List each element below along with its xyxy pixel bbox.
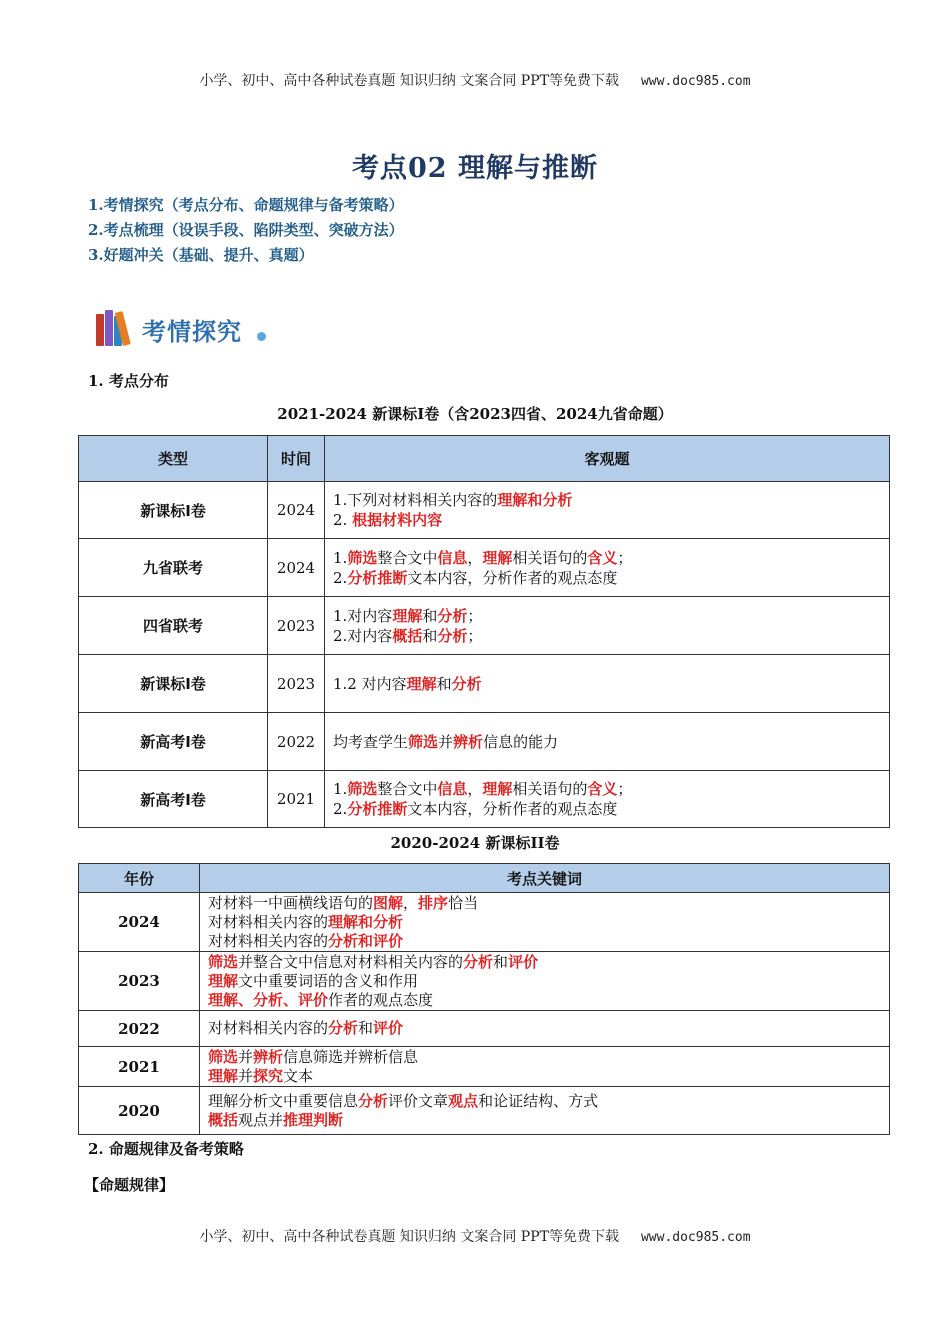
- question-cell: [325, 597, 890, 655]
- cell-text: 并整合文中信息对材料相关内容的: [238, 952, 464, 971]
- cell-text: ；: [617, 548, 633, 567]
- year-cell: 2021: [79, 1047, 200, 1087]
- exam-type-cell: 新课标Ⅰ卷: [79, 655, 268, 713]
- cell-line: [333, 548, 889, 568]
- cell-text: 整合文中: [377, 548, 438, 567]
- keyword-highlight: 图解: [373, 893, 404, 912]
- keyword-highlight: 概括: [208, 1110, 239, 1129]
- section-heading-rules: 2. 命题规律及备考策略: [88, 1140, 244, 1158]
- cell-text: 2.: [333, 511, 353, 529]
- cell-line: [333, 626, 889, 646]
- cell-text: 和: [422, 606, 438, 625]
- keywords-cell: [200, 1011, 890, 1047]
- keyword-highlight: 分析: [328, 1019, 359, 1037]
- year-cell: 2022: [79, 1011, 200, 1047]
- table1-header-questions: 客观题: [325, 436, 890, 482]
- cell-line: [208, 1048, 889, 1067]
- cell-text: 理解分析文中重要信息: [208, 1091, 359, 1110]
- keywords-cell: [200, 1047, 890, 1087]
- cell-text: 1.: [333, 780, 348, 798]
- keyword-highlight: 概括: [392, 626, 423, 645]
- cell-text: 对材料一中画横线语句的: [208, 893, 374, 912]
- cell-text: 相关语句的: [512, 780, 588, 798]
- exam-keywords-table-2: [78, 863, 890, 1135]
- cell-text: 作者的观点态度: [328, 990, 434, 1009]
- toc-item-1: 1.考情探究（考点分布、命题规律与备考策略）: [88, 196, 404, 214]
- keyword-highlight: 辨析: [453, 732, 484, 751]
- keyword-highlight: 分析推断: [347, 800, 408, 818]
- cell-line: [208, 932, 889, 951]
- keyword-highlight: 分析: [451, 674, 482, 693]
- cell-text: 文本: [283, 1066, 314, 1085]
- table2-caption: 2020-2024 新课标II卷: [390, 834, 560, 852]
- cell-line: [333, 799, 889, 819]
- cell-line: [333, 674, 889, 694]
- question-cell: [325, 655, 890, 713]
- cell-text: 评价文章: [388, 1091, 449, 1110]
- cell-text: ，: [403, 893, 419, 912]
- cell-line: [333, 732, 889, 752]
- cell-text: 并: [238, 1066, 254, 1085]
- table-row: [79, 1011, 890, 1047]
- keyword-highlight: 筛选: [208, 1047, 239, 1066]
- keyword-highlight: 推理判断: [283, 1110, 344, 1129]
- cell-line: [208, 972, 889, 991]
- keyword-highlight: 理解: [208, 971, 239, 990]
- keyword-highlight: 分析和评价: [328, 931, 404, 950]
- question-cell: [325, 713, 890, 771]
- keyword-highlight: 辨析: [253, 1047, 284, 1066]
- keyword-highlight: 含义: [587, 548, 618, 567]
- cell-text: 1.下列对材料相关内容的: [333, 491, 498, 509]
- cell-text: ；: [467, 606, 483, 625]
- cell-text: 文本内容，分析作者的观点态度: [407, 568, 618, 587]
- cell-text: ；: [467, 626, 483, 645]
- page-header: [0, 70, 950, 90]
- header-text: 小学、初中、高中各种试卷真题 知识归纳 文案合同 PPT等免费下载: [199, 73, 619, 89]
- table1-header-time: 时间: [268, 436, 325, 482]
- year-cell: 2024: [79, 893, 200, 952]
- year-cell: 2023: [79, 952, 200, 1011]
- question-cell: [325, 771, 890, 828]
- table-row: [79, 1087, 890, 1135]
- cell-text: 文中重要词语的含义和作用: [238, 971, 419, 990]
- dot-icon: [257, 332, 266, 341]
- keyword-highlight: 根据材料内容: [352, 511, 443, 529]
- keyword-highlight: 分析: [358, 1091, 389, 1110]
- cell-text: 整合文中: [377, 780, 438, 798]
- table-row: [79, 713, 890, 771]
- cell-text: 信息的能力: [483, 732, 559, 751]
- question-cell: [325, 539, 890, 597]
- section-heading-distribution: 1. 考点分布: [88, 372, 169, 390]
- cell-text: 恰当: [448, 893, 479, 912]
- cell-text: 均考查学生: [333, 732, 409, 751]
- keyword-highlight: 理解: [482, 548, 513, 567]
- year-cell: 2024: [268, 482, 325, 539]
- banner-label: 考情探究: [142, 318, 242, 346]
- keywords-cell: [200, 952, 890, 1011]
- exam-type-cell: 新高考Ⅰ卷: [79, 713, 268, 771]
- cell-text: 对材料相关内容的: [208, 912, 329, 931]
- page-title: 考点02 理解与推断: [352, 153, 598, 184]
- cell-line: [208, 953, 889, 972]
- keyword-highlight: 信息: [437, 780, 468, 798]
- table-row: [79, 893, 890, 952]
- year-cell: 2023: [268, 655, 325, 713]
- footer-text: 小学、初中、高中各种试卷真题 知识归纳 文案合同 PPT等免费下载: [199, 1229, 619, 1245]
- cell-text: 文本内容，分析作者的观点态度: [407, 800, 618, 818]
- cell-text: 和: [422, 626, 438, 645]
- year-cell: 2022: [268, 713, 325, 771]
- cell-line: [333, 779, 889, 799]
- cell-line: [208, 894, 889, 913]
- toc-item-3: 3.好题冲关（基础、提升、真题）: [88, 246, 314, 264]
- keyword-highlight: 评价: [373, 1019, 404, 1037]
- keyword-highlight: 分析: [437, 626, 468, 645]
- table-row: [79, 539, 890, 597]
- section-banner: [94, 308, 274, 350]
- subsection-heading-rules: 【命题规律】: [84, 1176, 175, 1194]
- keywords-cell: [200, 1087, 890, 1135]
- question-cell: [325, 482, 890, 539]
- keyword-highlight: 理解: [208, 1066, 239, 1085]
- keyword-highlight: 理解: [482, 780, 513, 798]
- cell-line: [208, 1067, 889, 1086]
- exam-type-cell: 九省联考: [79, 539, 268, 597]
- cell-text: 2.对内容: [333, 626, 393, 645]
- keyword-highlight: 探究: [253, 1066, 284, 1085]
- year-cell: 2024: [268, 539, 325, 597]
- cell-line: [333, 606, 889, 626]
- exam-type-cell: 新课标Ⅰ卷: [79, 482, 268, 539]
- cell-text: ，: [467, 548, 483, 567]
- cell-text: 并: [438, 732, 454, 751]
- keyword-highlight: 理解: [392, 606, 423, 625]
- cell-text: 对材料相关内容的: [208, 931, 329, 950]
- cell-text: 和: [358, 1019, 374, 1037]
- cell-line: [208, 991, 889, 1010]
- exam-distribution-table-1: [78, 435, 890, 828]
- keyword-highlight: 理解和分析: [497, 491, 573, 509]
- toc-item-2: 2.考点梳理（设误手段、陷阱类型、突破方法）: [88, 221, 404, 239]
- exam-type-cell: 新高考Ⅰ卷: [79, 771, 268, 828]
- cell-text: 并: [238, 1047, 254, 1066]
- cell-line: [333, 568, 889, 588]
- table2-header-year: 年份: [79, 864, 200, 893]
- keyword-highlight: 理解、分析、评价: [208, 990, 329, 1009]
- cell-text: 1.2 对内容: [333, 674, 407, 693]
- exam-type-cell: 四省联考: [79, 597, 268, 655]
- table-row: [79, 597, 890, 655]
- keyword-highlight: 理解和分析: [328, 912, 404, 931]
- cell-text: 1.对内容: [333, 606, 393, 625]
- cell-text: ；: [617, 780, 633, 798]
- keyword-highlight: 观点: [448, 1091, 479, 1110]
- cell-text: 信息筛选并辨析信息: [283, 1047, 419, 1066]
- table-row: [79, 482, 890, 539]
- cell-text: 和: [493, 952, 509, 971]
- table-row: [79, 655, 890, 713]
- table2-header-keywords: 考点关键词: [200, 864, 890, 893]
- cell-line: [208, 1111, 889, 1130]
- cell-text: 和: [436, 674, 452, 693]
- page-footer: [0, 1226, 950, 1246]
- cell-line: [333, 490, 889, 510]
- header-url[interactable]: www.doc985.com: [640, 74, 751, 89]
- year-cell: 2023: [268, 597, 325, 655]
- year-cell: 2021: [268, 771, 325, 828]
- table1-header-type: 类型: [79, 436, 268, 482]
- cell-text: ，: [467, 780, 483, 798]
- footer-url[interactable]: www.doc985.com: [640, 1230, 751, 1245]
- keyword-highlight: 分析推断: [347, 568, 408, 587]
- keyword-highlight: 理解: [406, 674, 437, 693]
- cell-text: 相关语句的: [512, 548, 588, 567]
- table-row: [79, 1047, 890, 1087]
- cell-text: 和论证结构、方式: [478, 1091, 599, 1110]
- keywords-cell: [200, 893, 890, 952]
- cell-line: [208, 1019, 889, 1038]
- books-icon: [94, 308, 134, 348]
- cell-line: [208, 1092, 889, 1111]
- cell-line: [208, 913, 889, 932]
- year-cell: 2020: [79, 1087, 200, 1135]
- cell-text: 2.: [333, 568, 348, 587]
- cell-line: [333, 510, 889, 530]
- keyword-highlight: 信息: [437, 548, 468, 567]
- keyword-highlight: 筛选: [347, 780, 378, 798]
- table-row: [79, 952, 890, 1011]
- keyword-highlight: 含义: [587, 780, 618, 798]
- keyword-highlight: 筛选: [347, 548, 378, 567]
- table-row: [79, 771, 890, 828]
- table1-caption: 2021-2024 新课标Ⅰ卷（含2023四省、2024九省命题）: [277, 405, 673, 423]
- keyword-highlight: 排序: [418, 893, 449, 912]
- cell-text: 观点并: [238, 1110, 284, 1129]
- cell-text: 1.: [333, 548, 348, 567]
- keyword-highlight: 分析: [437, 606, 468, 625]
- cell-text: 2.: [333, 800, 348, 818]
- keyword-highlight: 筛选: [408, 732, 439, 751]
- cell-text: 对材料相关内容的: [208, 1019, 329, 1037]
- keyword-highlight: 筛选: [208, 952, 239, 971]
- keyword-highlight: 评价: [508, 952, 539, 971]
- keyword-highlight: 分析: [463, 952, 494, 971]
